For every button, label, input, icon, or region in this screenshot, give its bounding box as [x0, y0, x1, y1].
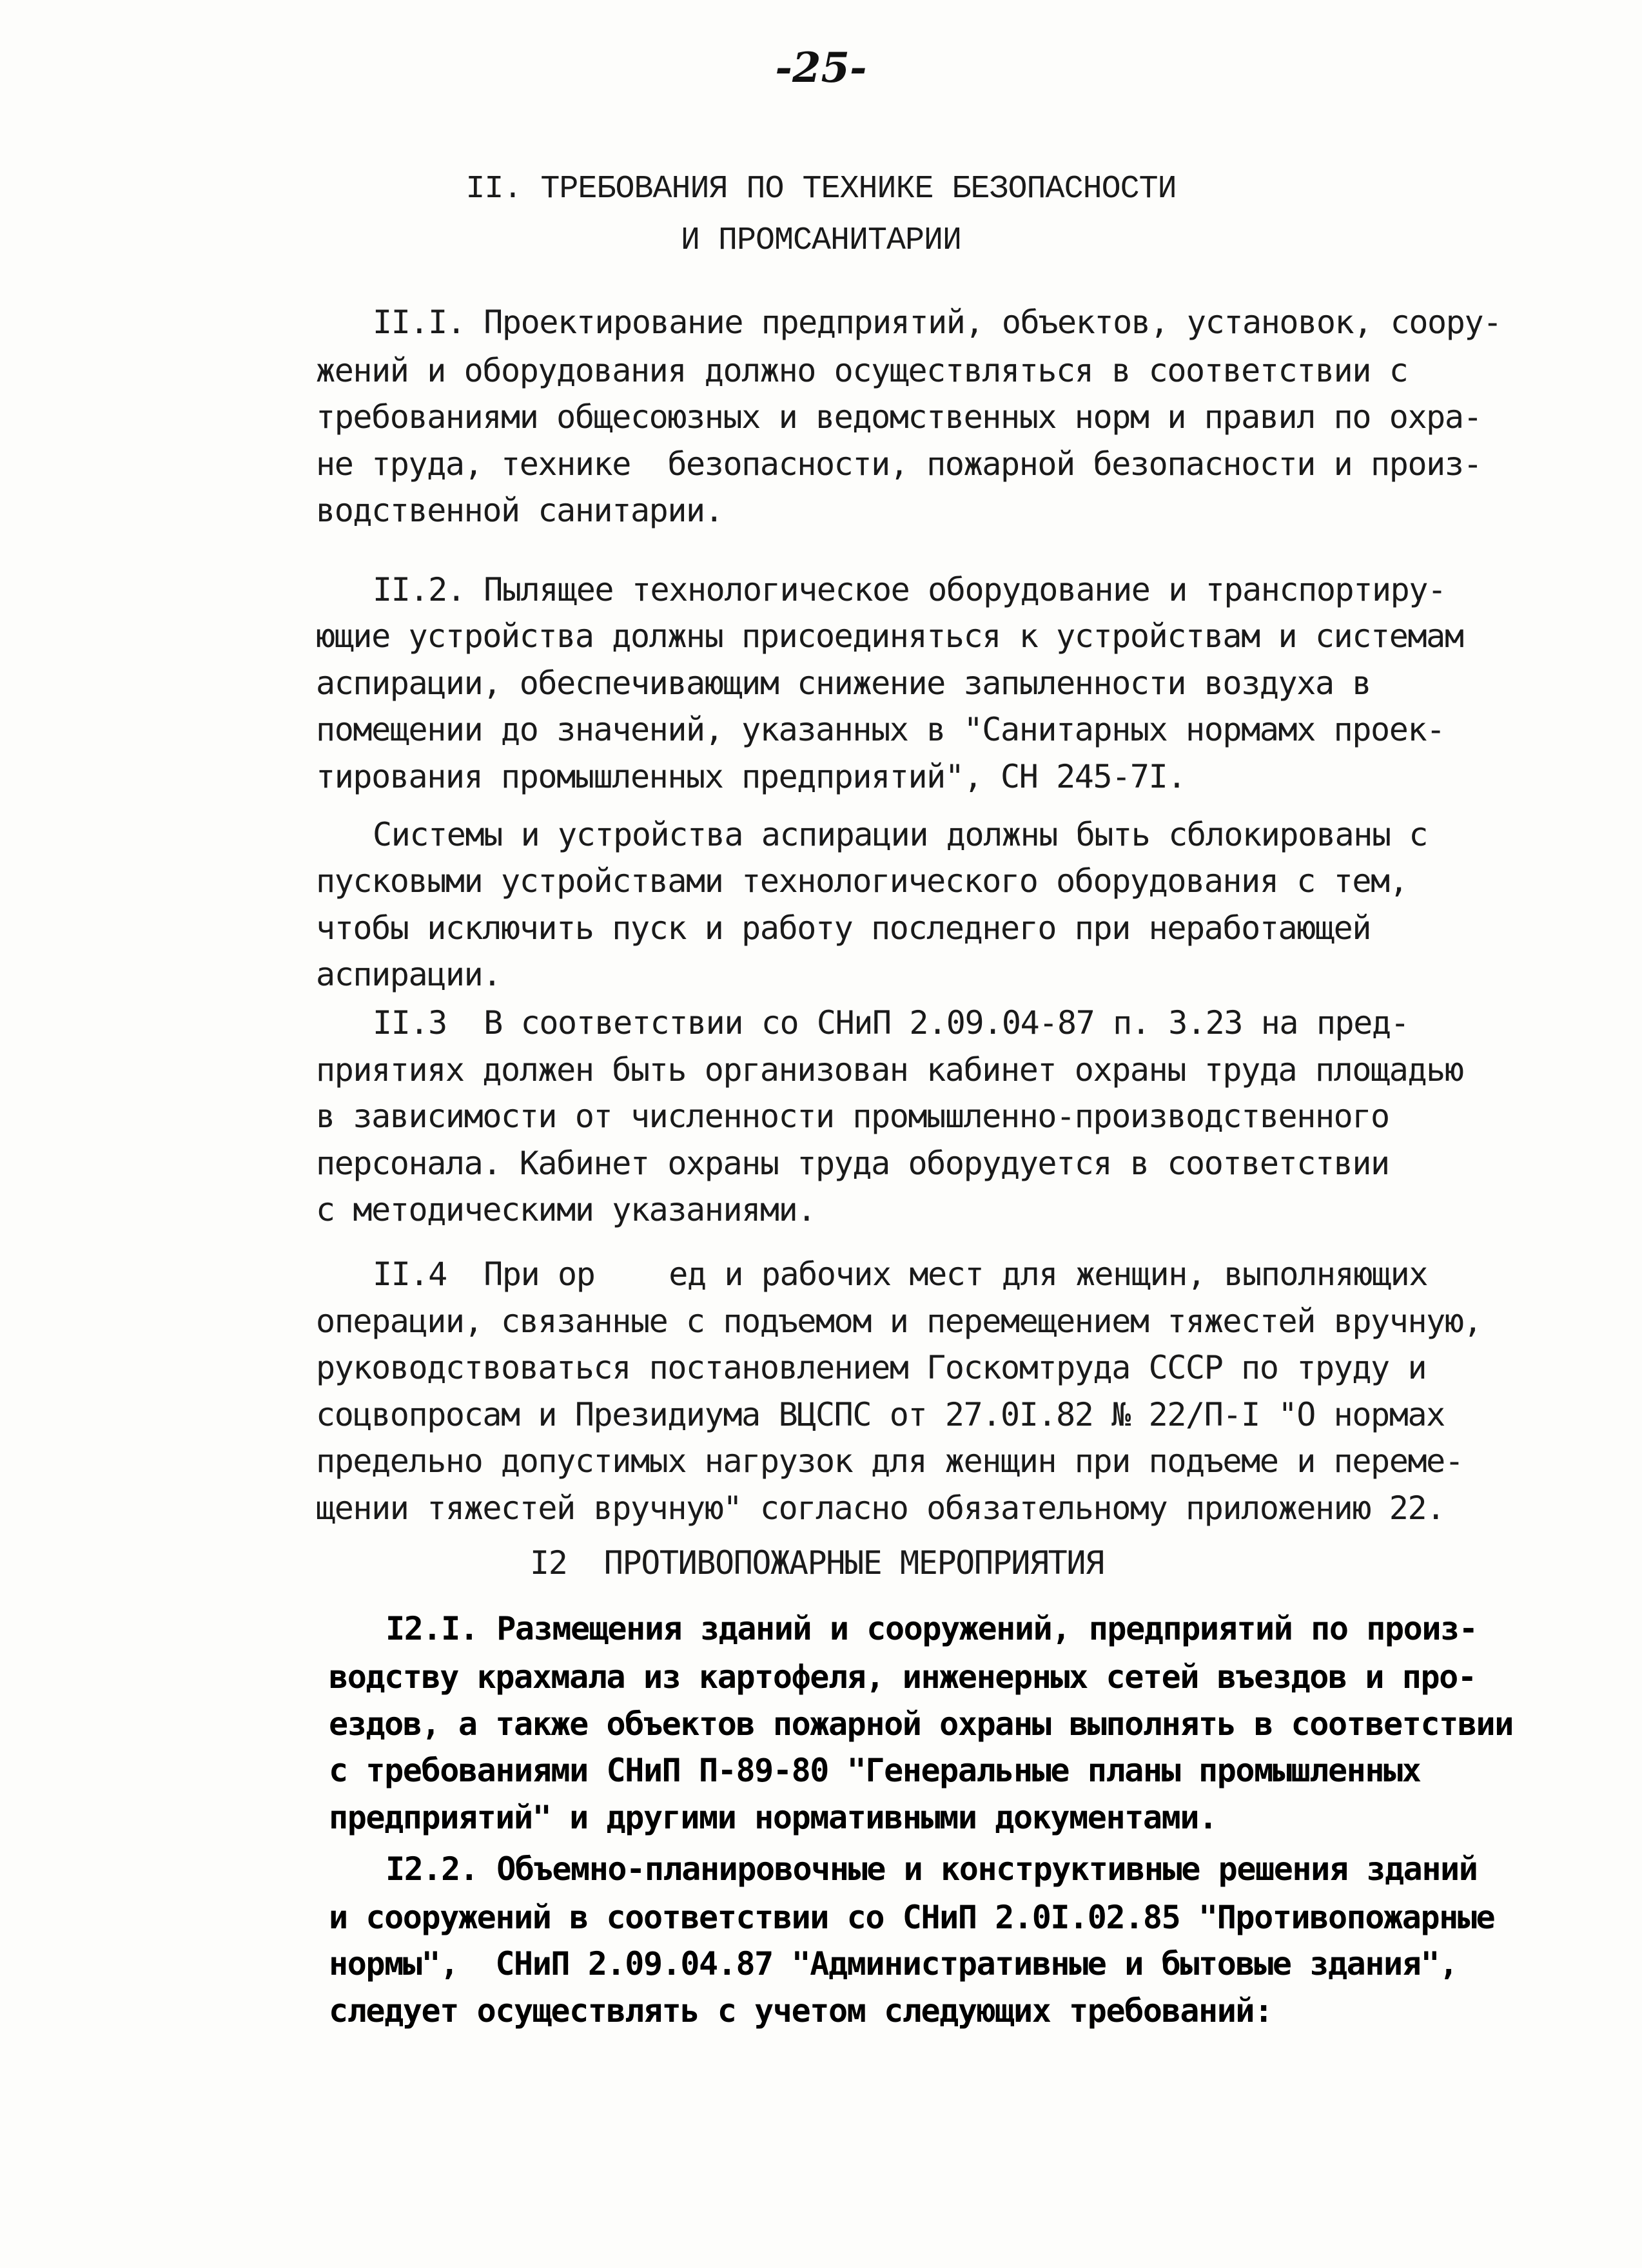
text-line: с требованиями СНиП П-89-80 "Генеральные планы промышленных: [329, 1752, 1421, 1789]
text-line: чтобы исключить пуск и работу последнего при неработающей: [316, 909, 1371, 947]
text-line: операции, связанные с подъемом и перемещением тяжестей вручную,: [316, 1303, 1482, 1340]
text-line: ющие устройства должны присоединяться к устройствам и системам: [316, 617, 1463, 655]
text-line: II.3 В соответствии со СНиП 2.09.04-87 п. 3.23 на пред-: [373, 1004, 1409, 1042]
text-line: предельно допустимых нагрузок для женщин при подъеме и переме-: [316, 1442, 1463, 1480]
text-line: следует осуществлять с учетом следующих требований:: [329, 1992, 1273, 2030]
text-line: соцвопросам и Президиума ВЦСПС от 27.0I.82 № 22/П-I "О нормах: [316, 1396, 1445, 1433]
section-12-heading: I2 ПРОТИВОПОЖАРНЫЕ МЕРОПРИЯТИЯ: [530, 1544, 1104, 1582]
text-line: I2.2. Объемно-планировочные и конструктивные решения зданий: [386, 1850, 1478, 1888]
text-line: аспирации.: [316, 956, 502, 993]
text-line: аспирации, обеспечивающим снижение запыленности воздуха в: [316, 664, 1371, 702]
page-number: -25-: [775, 44, 867, 92]
text-line: Системы и устройства аспирации должны быть сблокированы с: [373, 816, 1428, 853]
section-11-heading-line-1: II. ТРЕБОВАНИЯ ПО ТЕХНИКЕ БЕЗОПАСНОСТИ: [465, 171, 1177, 208]
text-line: II.I. Проектирование предприятий, объектов, установок, соору-: [373, 304, 1501, 341]
text-line: помещении до значений, указанных в "Санитарных нормамх проек-: [316, 711, 1445, 748]
text-line: тирования промышленных предприятий", СН 245-7I.: [316, 758, 1186, 795]
text-line: водственной санитарии.: [316, 492, 723, 529]
text-line: II.2. Пылящее технологическое оборудование и транспортиру-: [373, 571, 1446, 608]
text-line: ездов, а также объектов пожарной охраны выполнять в соответствии: [329, 1705, 1513, 1743]
text-line: водству крахмала из картофеля, инженерных сетей въездов и про-: [329, 1658, 1476, 1696]
text-line: персонала. Кабинет охраны труда оборудуется в соответствии: [316, 1145, 1389, 1182]
text-line: предприятий" и другими нормативными документами.: [329, 1799, 1217, 1836]
text-line: и сооружений в соответствии со СНиП 2.0I.02.85 "Противопожарные: [329, 1899, 1495, 1936]
text-line: руководствоваться постановлением Госкомтруда СССР по труду и: [316, 1349, 1427, 1386]
text-line: приятиях должен быть организован кабинет охраны труда площадью: [316, 1051, 1463, 1089]
text-line: с методическими указаниями.: [316, 1191, 816, 1228]
text-line: II.4 При ор ед и рабочих мест для женщин, выполняющих: [373, 1255, 1428, 1293]
text-line: пусковыми устройствами технологического оборудования с тем,: [316, 862, 1408, 900]
text-line: требованиями общесоюзных и ведомственных норм и правил по охра-: [316, 398, 1482, 436]
text-line: I2.I. Размещения зданий и сооружений, предприятий по произ-: [386, 1610, 1478, 1647]
text-line: нормы", СНиП 2.09.04.87 "Административные и бытовые здания",: [329, 1945, 1458, 1982]
text-line: в зависимости от численности промышленно-производственного: [316, 1098, 1389, 1135]
section-11-heading-line-2: И ПРОМСАНИТАРИИ: [680, 222, 962, 259]
text-line: жений и оборудования должно осуществляться в соответствии с: [316, 352, 1408, 389]
text-line: не труда, технике безопасности, пожарной безопасности и произ-: [316, 445, 1482, 483]
text-line: щении тяжестей вручную" согласно обязательному приложению 22.: [316, 1489, 1445, 1527]
